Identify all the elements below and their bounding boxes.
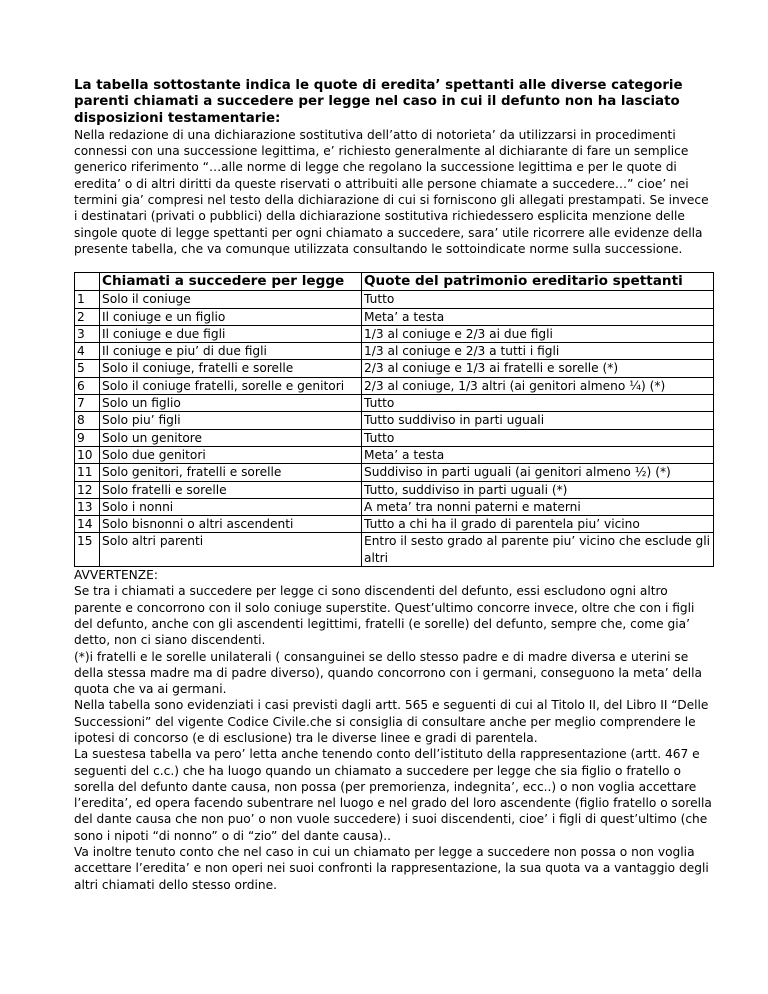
row-heirs: Il coniuge e un figlio — [100, 308, 362, 325]
row-number: 3 — [75, 325, 100, 342]
row-number: 10 — [75, 446, 100, 463]
row-number: 5 — [75, 360, 100, 377]
table-row — [75, 464, 714, 481]
row-number: 1 — [75, 291, 100, 308]
row-share: Tutto — [362, 429, 714, 446]
row-share: Meta’ a testa — [362, 308, 714, 325]
table-header-row — [75, 273, 714, 291]
row-share: Suddiviso in parti uguali (ai genitori almeno ½) (*) — [362, 464, 714, 481]
warnings-section — [74, 567, 714, 893]
table-row — [75, 412, 714, 429]
row-number: 2 — [75, 308, 100, 325]
row-number: 15 — [75, 533, 100, 567]
header-shares: Quote del patrimonio ereditario spettanti — [362, 273, 714, 291]
row-heirs: Solo un genitore — [100, 429, 362, 446]
row-heirs: Solo bisnonni o altri ascendenti — [100, 516, 362, 533]
row-number: 4 — [75, 343, 100, 360]
table-row — [75, 343, 714, 360]
table-row — [75, 308, 714, 325]
header-heirs: Chiamati a succedere per legge — [100, 273, 362, 291]
warning-paragraph: Se tra i chiamati a succedere per legge ci sono discendenti del defunto, essi escludono ogni altro parente e concorrono con il solo coniuge superstite. Quest’ultimo concorre invece, oltre che con i figli del defunto, anche con gli ascendenti legittimi, fratelli (e sorelle) del defunto, sempre che, come gia’ detto, non ci siano discendenti. — [74, 584, 695, 648]
row-number: 14 — [75, 516, 100, 533]
row-heirs: Solo il coniuge, fratelli e sorelle — [100, 360, 362, 377]
table-row — [75, 498, 714, 515]
row-share: 2/3 al coniuge e 1/3 ai fratelli e sorelle (*) — [362, 360, 714, 377]
intro-paragraph: Nella redazione di una dichiarazione sostitutiva dell’atto di notorieta’ da utilizzarsi in procedimenti connessi con una successione legittima, e’ richiesto generalmente al dichiarante di fare un semplice generico riferimento “…alle norme di legge che regolano la successione legittima e per le quote di eredita’ o di altri diritti da queste riservati o attribuiti alle persone chiamate a succedere…” cioe’ nei termini gia’ compresi nel testo della dichiarazione di cui si forniscono gli allegati prestampati. Se invece i destinatari (privati o pubblici) della dichiarazione sostitutiva richiedessero esplicita menzione delle singole quote di legge spettanti per ogni chiamato a succedere, sara’ utile ricorrere alle evidenze della presente tabella, che va comunque utilizzata consultando le sottoindicate norme sulla successione. — [74, 127, 709, 256]
table-row — [75, 446, 714, 463]
row-heirs: Il coniuge e due figli — [100, 325, 362, 342]
warning-paragraph: La suestesa tabella va pero’ letta anche tenendo conto dell’istituto della rappresentazione (artt. 467 e seguenti del c.c.) che ha luogo quando un chiamato a succedere per legge che sia figlio o fratello o sorella del defunto dante causa, non possa (per premorienza, indegnita’, ecc..) o non voglia accettare l’eredita’, ed opera facendo subentrare nel luogo e nel grado del loro ascendente (figlio fratello o sorella del dante causa che non puo’ o non vuole succedere) i suoi discendenti, cioe’ i figli di quest’ultimo (che sono i nipoti “di nonno” o di “zio” del dante causa).. — [74, 747, 712, 843]
row-share: 2/3 al coniuge, 1/3 altri (ai genitori almeno ¼) (*) — [362, 377, 714, 394]
row-share: Tutto — [362, 291, 714, 308]
row-share: 1/3 al coniuge e 2/3 a tutti i figli — [362, 343, 714, 360]
table-row — [75, 360, 714, 377]
row-heirs: Solo genitori, fratelli e sorelle — [100, 464, 362, 481]
table-row — [75, 533, 714, 567]
row-heirs: Solo il coniuge fratelli, sorelle e genitori — [100, 377, 362, 394]
row-number: 7 — [75, 395, 100, 412]
row-heirs: Solo piu’ figli — [100, 412, 362, 429]
table-row — [75, 429, 714, 446]
table-row — [75, 516, 714, 533]
warning-paragraph: Va inoltre tenuto conto che nel caso in cui un chiamato per legge a succedere non possa o non voglia accettare l’eredita’ e non operi nei suoi confronti la rappresentazione, la sua quota va a vantaggio degli altri chiamati dello stesso ordine. — [74, 845, 709, 892]
row-share: 1/3 al coniuge e 2/3 ai due figli — [362, 325, 714, 342]
row-heirs: Solo i nonni — [100, 498, 362, 515]
row-heirs: Solo un figlio — [100, 395, 362, 412]
document-page — [74, 78, 714, 893]
table-row — [75, 395, 714, 412]
row-heirs: Solo altri parenti — [100, 533, 362, 567]
table-row — [75, 325, 714, 342]
header-number — [75, 273, 100, 291]
row-number: 6 — [75, 377, 100, 394]
row-heirs: Solo il coniuge — [100, 291, 362, 308]
warning-paragraph: (*)i fratelli e le sorelle unilaterali ( consanguinei se dello stesso padre e di madre diversa e uterini se della stessa madre ma di padre diverso), quando concorrono con i germani, conseguono la meta’ della quota che va ai germani. — [74, 649, 702, 697]
table-body — [75, 291, 714, 567]
row-share: Tutto, suddiviso in parti uguali (*) — [362, 481, 714, 498]
inheritance-shares-table — [74, 272, 714, 567]
row-share: Tutto — [362, 395, 714, 412]
row-share: Tutto a chi ha il grado di parentela piu’ vicino — [362, 516, 714, 533]
document-title: La tabella sottostante indica le quote di eredita’ spettanti alle diverse categorie parenti chiamati a succedere per legge nel caso in cui il defunto non ha lasciato disposizioni testamentarie: — [74, 78, 683, 126]
warnings-heading: AVVERTENZE: — [74, 568, 158, 583]
table-row — [75, 481, 714, 498]
row-share: A meta’ tra nonni paterni e materni — [362, 498, 714, 515]
row-heirs: Solo fratelli e sorelle — [100, 481, 362, 498]
row-number: 13 — [75, 498, 100, 515]
row-number: 12 — [75, 481, 100, 498]
warning-paragraph: Nella tabella sono evidenziati i casi previsti dagli artt. 565 e seguenti di cui al Titolo II, del Libro II “Delle Successioni” del vigente Codice Civile.che si consiglia di consultare anche per meglio comprendere le ipotesi di concorso (e di esclusione) tra le diverse linee e gradi di parentela. — [74, 698, 709, 745]
row-number: 9 — [75, 429, 100, 446]
row-share: Meta’ a testa — [362, 446, 714, 463]
row-number: 11 — [75, 464, 100, 481]
row-heirs: Il coniuge e piu’ di due figli — [100, 343, 362, 360]
table-row — [75, 377, 714, 394]
row-number: 8 — [75, 412, 100, 429]
row-share: Tutto suddiviso in parti uguali — [362, 412, 714, 429]
row-share: Entro il sesto grado al parente piu’ vicino che esclude gli altri — [362, 533, 714, 567]
row-heirs: Solo due genitori — [100, 446, 362, 463]
table-row — [75, 291, 714, 308]
